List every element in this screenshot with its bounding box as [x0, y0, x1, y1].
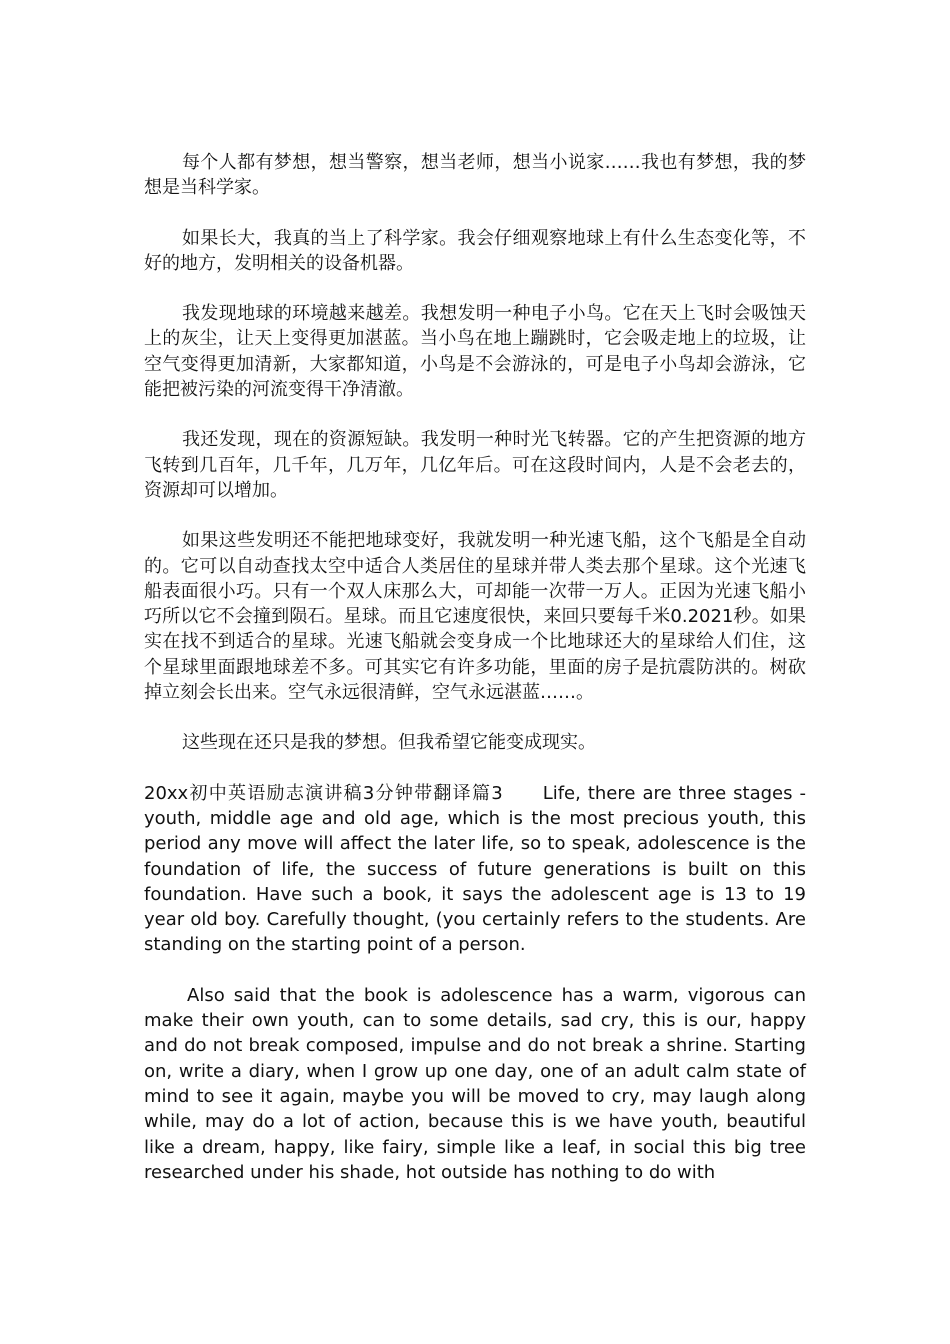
paragraph-english-2: Also said that the book is adolescence has a warm, vigorous can make their own youth, can to some details, sad cry, this is our, happy and do not break composed, impulse and do not break a shrine. Starting on, write a diary, when I grow up one day, one of an adult calm state of mind to see it again, maybe you will be moved to cry, may laugh along while, may do a lot of action, because this is we have youth, beautiful like a dream, happy, like fairy, simple like a leaf, in social this big tree researched under his shade, hot outside has nothing to do with: [144, 984, 806, 1183]
document-body: [144, 150, 806, 1185]
paragraph-conclusion: 这些现在还只是我的梦想。但我希望它能变成现实。: [182, 732, 596, 754]
english-section-heading: 20xx初中英语励志演讲稿3分钟带翻译篇3: [144, 782, 503, 804]
paragraph-electronic-bird: 我发现地球的环境越来越差。我想发明一种电子小鸟。它在天上飞时会吸蚀天上的灰尘，让天上变得更加湛蓝。当小鸟在地上蹦跳时，它会吸走地上的垃圾，让空气变得更加清新，大家都知道，小鸟是不会游泳的，可是电子小鸟却会游泳，它能把被污染的河流变得干净清澈。: [144, 303, 806, 401]
paragraph-english-1: [144, 781, 806, 958]
paragraph-time-machine: 我还发现，现在的资源短缺。我发明一种时光飞转器。它的产生把资源的地方飞转到几百年，几千年，几万年，几亿年后。可在这段时间内，人是不会老去的，资源却可以增加。: [144, 429, 806, 501]
english-paragraph-1-text: Life, there are three stages - youth, middle age and old age, which is the most precious youth, this period any move will affect the later life, so to speak, adolescence is the foundation of life, the success of future generations is built on this foundation. Have such a book, it says the adolescent age is 13 to 19 year old boy. Carefully thought, (you certainly refers to the students. Are standing on the starting point of a person.: [144, 782, 806, 956]
paragraph-lightspeed-ship: 如果这些发明还不能把地球变好，我就发明一种光速飞船，这个飞船是全自动的。它可以自动查找太空中适合人类居住的星球并带人类去那个星球。这个光速飞船表面很小巧。只有一个双人床那么大，可却能一次带一万人。正因为光速飞船小巧所以它不会撞到陨石。星球。而且它速度很快，来回只要每千米0.2021秒。如果实在找不到适合的星球。光速飞船就会变身成一个比地球还大的星球给人们住，这个星球里面跟地球差不多。可其实它有许多功能，里面的房子是抗震防洪的。树砍掉立刻会长出来。空气永远很清鲜，空气永远湛蓝……。: [144, 530, 806, 704]
paragraph-dream-intro: 每个人都有梦想，想当警察，想当老师，想当小说家……我也有梦想，我的梦想是当科学家。: [144, 152, 806, 199]
paragraph-scientist: 如果长大，我真的当上了科学家。我会仔细观察地球上有什么生态变化等，不好的地方，发明相关的设备机器。: [144, 227, 806, 274]
